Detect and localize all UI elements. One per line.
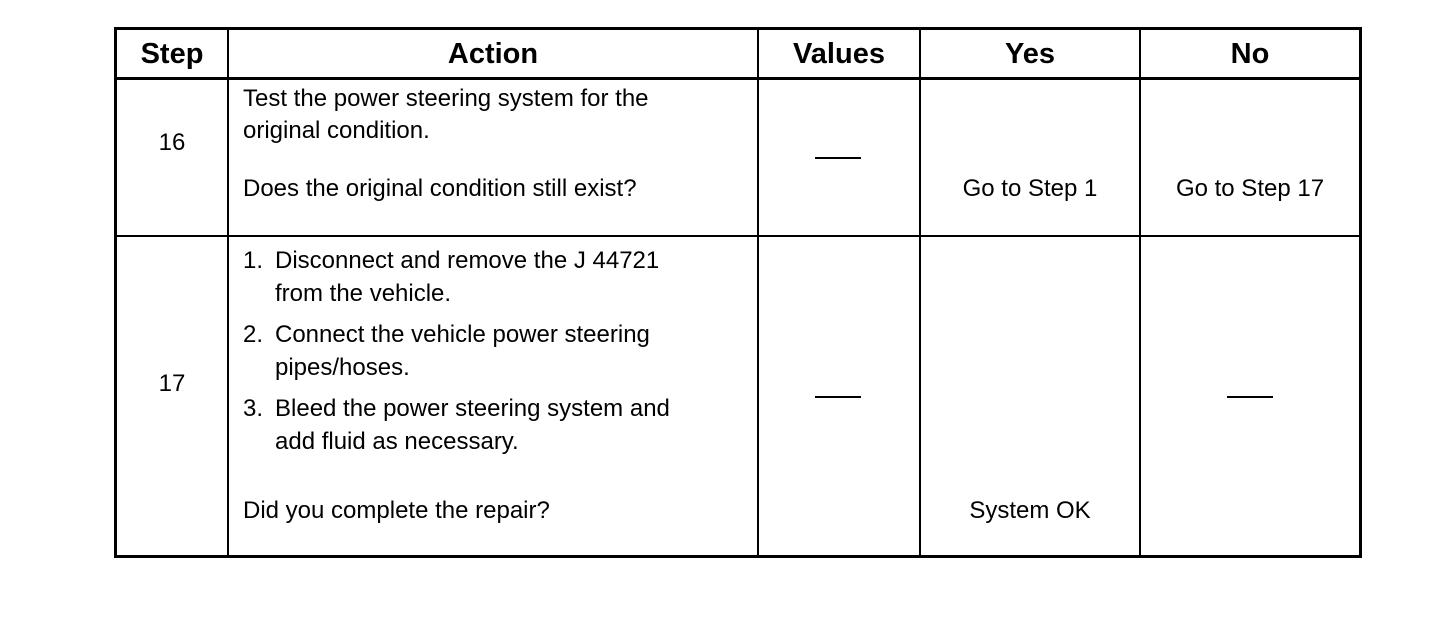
no-empty-dash bbox=[1227, 396, 1273, 398]
column-divider bbox=[757, 30, 759, 555]
yes-result: System OK bbox=[969, 497, 1091, 524]
values-empty-dash bbox=[815, 157, 861, 159]
header-action: Action bbox=[447, 38, 539, 70]
list-item bbox=[243, 244, 670, 310]
header-yes: Yes bbox=[1005, 38, 1055, 70]
list-item-line: Bleed the power steering system and bbox=[275, 395, 670, 422]
step-number-16: 16 bbox=[158, 129, 186, 156]
list-item-number: 2. bbox=[243, 321, 264, 348]
list-item-line: add fluid as necessary. bbox=[275, 428, 519, 455]
list-item-line: Disconnect and remove the J 44721 bbox=[275, 247, 660, 274]
values-empty-dash bbox=[815, 396, 861, 398]
column-divider bbox=[227, 30, 229, 555]
header-no: No bbox=[1230, 38, 1270, 70]
yes-result: Go to Step 1 bbox=[962, 175, 1098, 202]
list-item bbox=[243, 392, 670, 458]
list-item-line: pipes/hoses. bbox=[275, 354, 410, 381]
list-item bbox=[243, 318, 670, 384]
header-step: Step bbox=[140, 38, 204, 70]
action-text-line: Test the power steering system for the bbox=[243, 85, 649, 112]
no-result: Go to Step 17 bbox=[1175, 175, 1325, 202]
step-number-17: 17 bbox=[158, 370, 186, 397]
list-item-line: from the vehicle. bbox=[275, 280, 452, 307]
row-divider bbox=[117, 235, 1359, 237]
list-item-number: 3. bbox=[243, 395, 264, 422]
action-text-line: original condition. bbox=[243, 117, 430, 144]
list-item-line: Connect the vehicle power steering bbox=[275, 321, 650, 348]
header-values: Values bbox=[793, 38, 885, 70]
column-divider bbox=[1139, 30, 1141, 555]
column-divider bbox=[919, 30, 921, 555]
list-item-number: 1. bbox=[243, 247, 264, 274]
diagnostic-table bbox=[114, 27, 1362, 558]
action-question: Did you complete the repair? bbox=[243, 497, 550, 524]
action-question: Does the original condition still exist? bbox=[243, 175, 637, 202]
instruction-list bbox=[243, 244, 670, 466]
